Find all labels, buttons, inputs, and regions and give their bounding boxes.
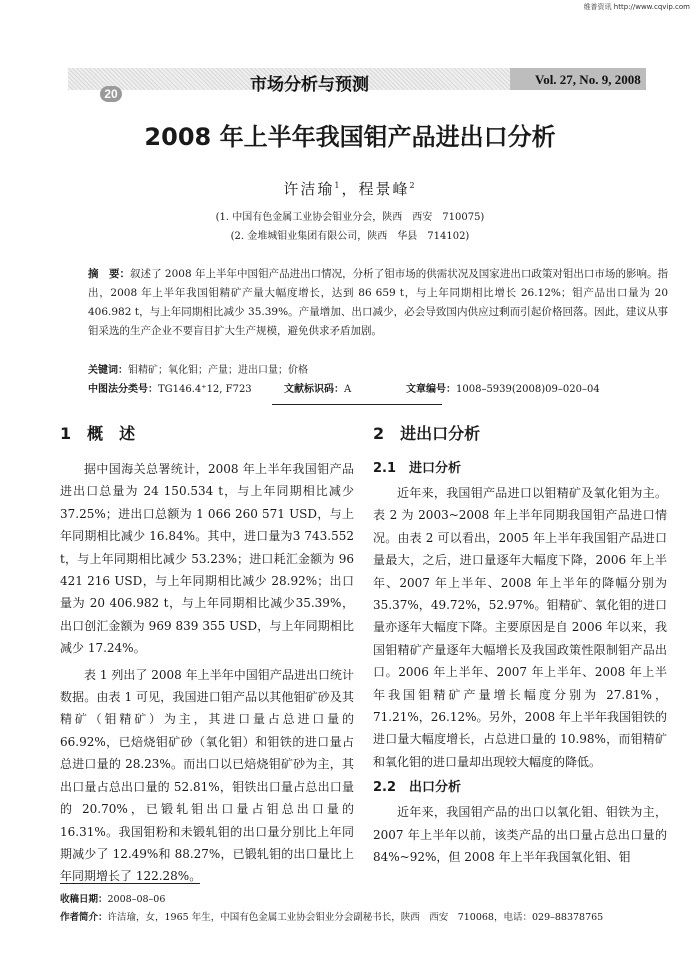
affiliation-1: (1. 中国有色金属工业协会钼业分会，陕西 西安 710075): [215, 212, 485, 223]
doc-code-value: A: [344, 384, 352, 395]
keywords-label: 关键词：: [88, 365, 128, 376]
section-2-heading: 2 进出口分析: [373, 424, 481, 443]
volume-label: Vol. 27, No. 9, 2008: [535, 72, 641, 87]
abstract-text: 叙述了 2008 年上半年中国钼产品进出口情况，分析了钼市场的供需状况及国家进出口政策对钼出口市场的影响。指出，2008 年上半年我国钼精矿产量大幅度增长，达到 86 659 t，与上年同期相比增长 26.12%；钼产品出口量为 20 406.982 t，与上年同期相比减少 35.39%。产量增加、出口减少，必会导致国内供应过剩而引起价格回落。因此，建议从事钼采选的生产企业不要盲目扩大生产规模，避免供求矛盾加剧。: [88, 268, 668, 337]
author-bio: [60, 909, 603, 923]
section-1-heading: 1 概 述: [60, 424, 136, 443]
left-column: [60, 422, 354, 892]
section-2-2-paragraph: 近年来，我国钼产品的出口以氧化钼、钼铁为主，2007 年上半年以前，该类产品的出口量占总出口量的 84%~92%，但 2008 年上半年我国氧化钼、钼: [373, 805, 667, 865]
right-column: [373, 422, 667, 873]
received-date: [60, 891, 165, 905]
affiliation-2: (2. 金堆城钼业集团有限公司，陕西 华县 714102): [230, 231, 470, 242]
section-1-paragraph-2: 表 1 列出了 2008 年上半年中国钼产品进出口统计数据。由表 1 可见，我国进口钼产品以其他钼矿砂及其精矿（钼精矿）为主，其进口量占总进口量的66.92%，已焙烧钼矿砂（氧化钼）和钼铁的进口量占总进口量的 28.23%。而出口以已焙烧钼矿砂为主，其出口量占总出口量的 52.81%，钼铁出口量占总出口量的 20.70%，已锻轧钼出口量占钼总出口量的 16.31%。我国钼粉和未锻轧钼的出口量分别比上年同期减少了 12.49%和 88.27%，已锻轧钼的出口量比上年同期增长了 122.28%。: [60, 667, 354, 884]
author-separator: ，: [341, 180, 359, 198]
authors: [0, 178, 700, 199]
article-number: [406, 380, 600, 395]
author-bio-label: 作者简介：: [60, 912, 108, 923]
section-2-2-heading: 2.2 出口分析: [373, 780, 462, 796]
received-value: 2008–08–06: [107, 894, 166, 905]
article-number-value: 1008–5939(2008)09–020–04: [456, 384, 600, 395]
author-2: 程景峰: [358, 180, 410, 198]
keywords-text: 钼精矿；氧化钼；产量；进出口量；价格: [128, 365, 308, 376]
document-code: [284, 380, 351, 395]
clc-value: TG146.4⁺12, F723: [158, 384, 252, 395]
author-2-mark: 2: [409, 181, 417, 190]
clc-number: [88, 380, 252, 395]
section-2-1-paragraph: 近年来，我国钼产品进口以钼精矿及氧化钼为主。表 2 为 2003~2008 年上半年同期我国钼产品进口情况。由表 2 可以看出，2005 年上半年我国钼产品进口量最大，之后，进口量逐年大幅度下降，2006 年上半年、2007 年上半年、2008 年上半年的降幅分别为 35.37%，49.72%，52.97%。钼精矿、氧化钼的进口量亦逐年大幅度下降。主要原因是自 2006 年以来，我国钼精矿产量逐年大幅增长及我国政策性限制钼产品出口。2006 年上半年、2007 年上半年、2008 年上半年我国钼精矿产量增长幅度分别为 27.81%，71.21%，26.12%。另外，2008 年上半年我国钼铁的进口量大幅度增长，占总进口量的 10.98%，而钼精矿和氧化钼的进口量却出现较大幅度的降低。: [373, 486, 667, 769]
article-number-label: 文章编号：: [406, 384, 456, 395]
clc-label: 中图法分类号：: [88, 384, 158, 395]
page-number: 20: [100, 86, 122, 102]
received-label: 收稿日期：: [60, 894, 108, 905]
author-1: 许洁瑜: [283, 180, 335, 198]
footnote-rule: [60, 883, 200, 884]
author-1-mark: 1: [334, 181, 342, 190]
doc-code-label: 文献标识码：: [284, 384, 344, 395]
article-title: 2008 年上半年我国钼产品进出口分析: [144, 123, 556, 151]
section-name: 市场分析与预测: [250, 75, 369, 95]
keywords: [88, 361, 308, 376]
abstract-divider: [272, 404, 442, 405]
author-bio-value: 许洁瑜，女，1965 年生，中国有色金属工业协会钼业分会副秘书长，陕西 西安 710068，电话：029–88378765: [107, 912, 604, 923]
section-2-1-heading: 2.1 进口分析: [373, 461, 462, 476]
watermark: 维普资讯 http://www.cqvip.com: [583, 3, 690, 11]
abstract-label: 摘 要：: [88, 268, 131, 280]
abstract: [88, 265, 668, 341]
section-1-paragraph-1: 据中国海关总署统计，2008 年上半年我国钼产品进出口总量为 24 150.534 t，与上年同期相比减少 37.25%；进出口总额为 1 066 260 571 USD，与上年同期相比减少 16.84%。其中，进口量为3 743.552 t，与上年同期相比减少 53.23%；进口耗汇金额为 96 421 216 USD，与上年同期相比减少 28.92%；出口量为 20 406.982 t，与上年同期相比减少35.39%，出口创汇金额为 969 839 355 USD，与上年同期相比减少 17.24%。: [60, 462, 354, 656]
